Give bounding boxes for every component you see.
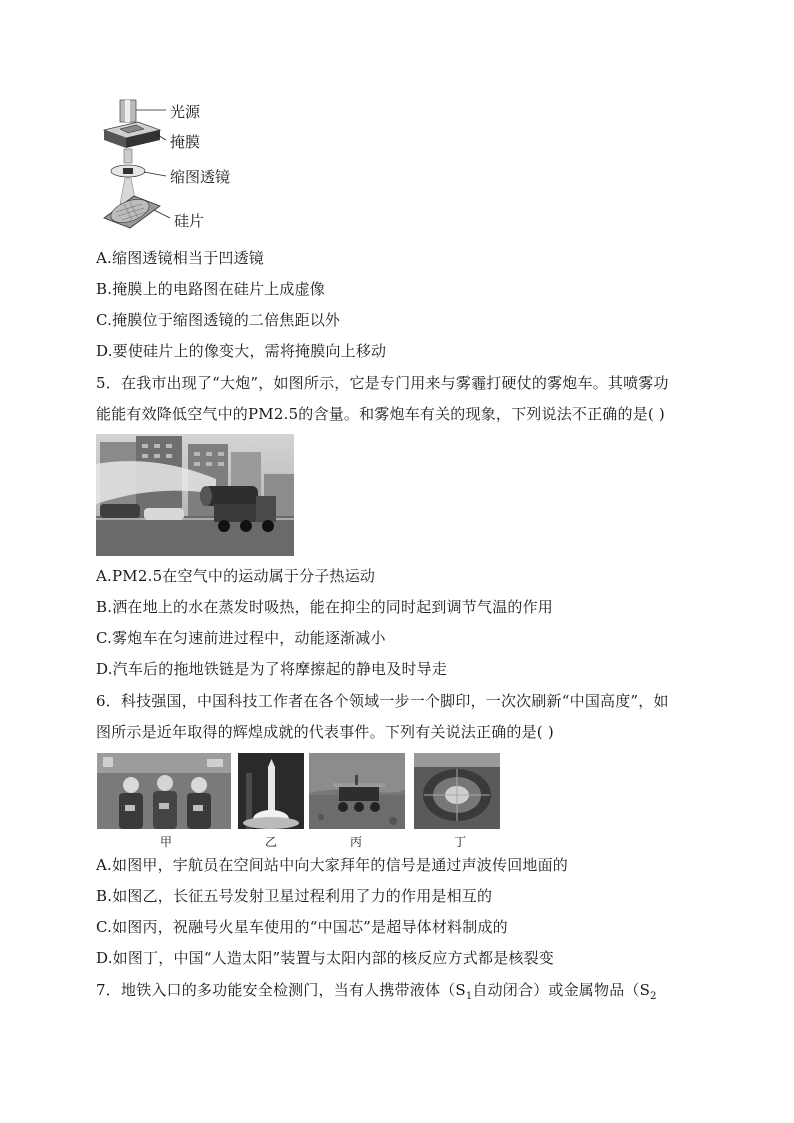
q6-stem-line2: 图所示是近年取得的辉煌成就的代表事件。下列有关说法正确的是( ) — [96, 723, 554, 741]
caption-jia: 甲 — [160, 835, 173, 849]
lithography-diagram — [96, 96, 256, 236]
q6-stem-line1: 6．科技强国，中国科技工作者在各个领域一步一个脚印，一次次刷新“中国高度”，如 — [96, 692, 669, 710]
label-reduction-lens: 缩图透镜 — [170, 168, 231, 186]
tokamak-drawing — [414, 753, 500, 829]
q5-option-b: B.洒在地上的水在蒸发时吸热，能在抑尘的同时起到调节气温的作用 — [96, 598, 553, 616]
q6-option-d: D.如图丁，中国“人造太阳”装置与太阳内部的核反应方式都是核裂变 — [96, 949, 554, 967]
q4-option-c: C.掩膜位于缩图透镜的二倍焦距以外 — [96, 311, 341, 329]
label-silicon-wafer: 硅片 — [174, 212, 205, 230]
q7-subscript-2: 2 — [650, 991, 657, 1002]
photo-ding-artificial-sun — [414, 753, 500, 829]
q5-option-d: D.汽车后的拖地铁链是为了将摩擦起的静电及时导走 — [96, 660, 448, 678]
q6-option-a: A.如图甲，宇航员在空间站中向大家拜年的信号是通过声波传回地面的 — [96, 856, 569, 874]
q4-option-d: D.要使硅片上的像变大，需将掩膜向上移动 — [96, 342, 387, 360]
q6-option-c: C.如图丙，祝融号火星车使用的“中国芯”是超导体材料制成的 — [96, 918, 508, 936]
q4-option-b: B.掩膜上的电路图在硅片上成虚像 — [96, 280, 325, 298]
label-mask: 掩膜 — [170, 133, 201, 151]
q4-option-a: A.缩图透镜相当于凹透镜 — [96, 249, 265, 267]
caption-bing: 丙 — [350, 835, 363, 849]
q5-option-a: A.PM2.5在空气中的运动属于分子热运动 — [96, 567, 376, 585]
q5-stem-line1: 5．在我市出现了“大炮”，如图所示，它是专门用来与雾霾打硬仗的雾炮车。其喷雾功 — [96, 374, 669, 392]
caption-ding: 丁 — [454, 835, 467, 849]
q5-stem-line2: 能能有效降低空气中的PM2.5的含量。和雾炮车有关的现象，下列说法不正确的是( ) — [96, 405, 665, 423]
rocket-drawing — [238, 753, 304, 829]
q7-stem-part1: 7．地铁入口的多功能安全检测门，当有人携带液体（S — [96, 981, 466, 999]
q7-stem-part2: 自动闭合）或金属物品（S — [472, 981, 651, 999]
photo-yi-rocket-launch — [238, 753, 304, 829]
q7-stem-line1 — [96, 980, 657, 1007]
photo-jia-astronauts — [97, 753, 231, 829]
rover-drawing — [309, 753, 405, 829]
label-light-source: 光源 — [170, 103, 201, 121]
q7-subscript-1: 1 — [465, 991, 473, 1002]
q5-option-c: C.雾炮车在匀速前进过程中，动能逐渐减小 — [96, 629, 386, 647]
photo-bing-mars-rover — [309, 753, 405, 829]
caption-yi: 乙 — [265, 835, 278, 849]
astronauts-drawing — [97, 753, 231, 829]
fog-cannon-truck-photo — [96, 434, 294, 556]
fog-cannon-drawing — [96, 434, 294, 556]
q6-option-b: B.如图乙，长征五号发射卫星过程利用了力的作用是相互的 — [96, 887, 493, 905]
